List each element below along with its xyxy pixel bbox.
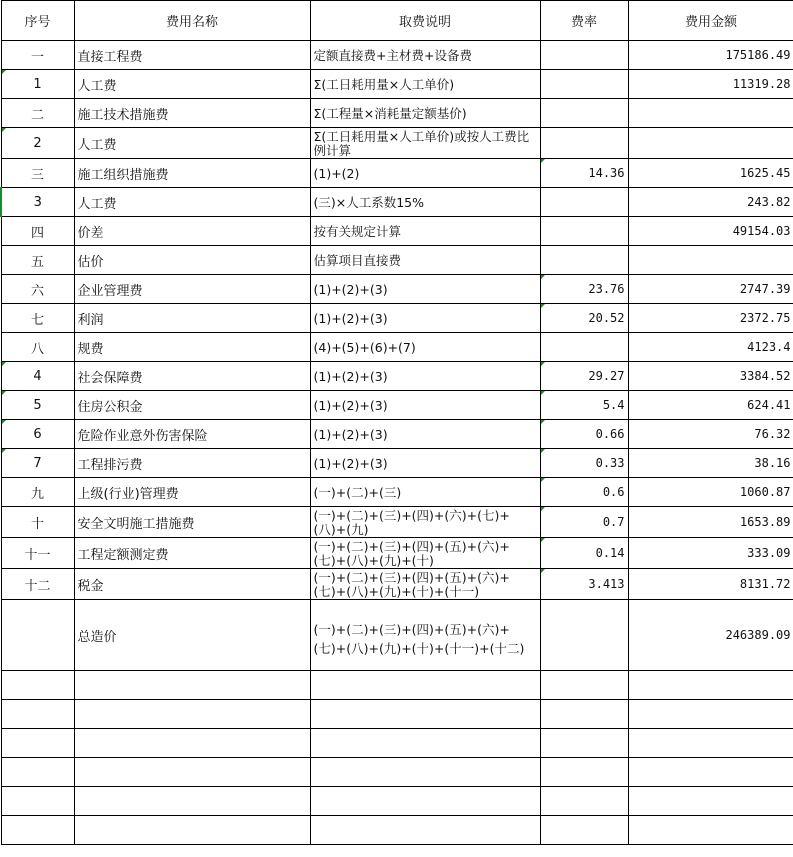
table-row xyxy=(1,128,793,159)
cell-rate[interactable] xyxy=(540,217,628,246)
cell-name[interactable]: 社会保障费 xyxy=(74,362,310,391)
cell-amount[interactable]: 4123.4 xyxy=(628,333,793,362)
cell-no[interactable]: 3 xyxy=(1,188,74,217)
cell-name[interactable]: 施工技术措施费 xyxy=(74,99,310,128)
cell-desc[interactable]: (三)×人工系数15% xyxy=(310,188,540,217)
cell-rate[interactable]: 0.7 xyxy=(540,507,628,538)
cell-desc[interactable]: 按有关规定计算 xyxy=(310,217,540,246)
cell-desc[interactable]: (4)+(5)+(6)+(7) xyxy=(310,333,540,362)
cell-no[interactable] xyxy=(1,600,74,671)
table-row xyxy=(1,159,793,188)
table-row xyxy=(1,41,793,70)
cell-amount[interactable]: 49154.03 xyxy=(628,217,793,246)
table-row xyxy=(1,188,793,217)
cell-name[interactable]: 人工费 xyxy=(74,188,310,217)
cell-no[interactable]: 十一 xyxy=(1,538,74,569)
table-row xyxy=(1,246,793,275)
empty-cell[interactable] xyxy=(1,758,74,787)
cell-amount[interactable]: 1060.87 xyxy=(628,478,793,507)
cell-desc[interactable]: (1)+(2)+(3) xyxy=(310,449,540,478)
cell-rate[interactable] xyxy=(540,99,628,128)
header-amount[interactable]: 费用金额 xyxy=(628,1,793,41)
cell-desc[interactable]: (1)+(2)+(3) xyxy=(310,420,540,449)
cell-desc[interactable]: 定额直接费+主材费+设备费 xyxy=(310,41,540,70)
empty-cell[interactable] xyxy=(540,700,628,729)
cell-rate[interactable]: 29.27 xyxy=(540,362,628,391)
empty-cell[interactable] xyxy=(628,700,793,729)
header-desc[interactable]: 取费说明 xyxy=(310,1,540,41)
empty-row xyxy=(1,758,793,787)
cell-name[interactable]: 危险作业意外伤害保险 xyxy=(74,420,310,449)
cell-name[interactable]: 住房公积金 xyxy=(74,391,310,420)
empty-row xyxy=(1,729,793,758)
empty-cell[interactable] xyxy=(540,729,628,758)
cell-rate[interactable] xyxy=(540,188,628,217)
cell-name[interactable]: 上级(行业)管理费 xyxy=(74,478,310,507)
cell-amount[interactable]: 2372.75 xyxy=(628,304,793,333)
table-row xyxy=(1,99,793,128)
empty-cell[interactable] xyxy=(628,758,793,787)
cell-desc[interactable]: (一)+(二)+(三)+(四)+(五)+(六)+(七)+(八)+(九)+(十) xyxy=(310,538,540,569)
empty-cell[interactable] xyxy=(540,671,628,700)
empty-cell[interactable] xyxy=(310,729,540,758)
table-row xyxy=(1,362,793,391)
cell-amount[interactable]: 3384.52 xyxy=(628,362,793,391)
header-row xyxy=(1,1,793,41)
cell-desc[interactable]: Σ(工日耗用量×人工单价) xyxy=(310,70,540,99)
empty-cell[interactable] xyxy=(74,787,310,816)
empty-cell[interactable] xyxy=(540,787,628,816)
header-no[interactable]: 序号 xyxy=(1,1,74,41)
cell-name[interactable]: 工程定额测定费 xyxy=(74,538,310,569)
cell-rate[interactable]: 20.52 xyxy=(540,304,628,333)
cell-desc[interactable]: Σ(工程量×消耗量定额基价) xyxy=(310,99,540,128)
cell-rate[interactable]: 0.66 xyxy=(540,420,628,449)
cell-amount[interactable]: 8131.72 xyxy=(628,569,793,600)
cell-no[interactable]: 八 xyxy=(1,333,74,362)
cell-amount[interactable]: 38.16 xyxy=(628,449,793,478)
cell-rate[interactable] xyxy=(540,246,628,275)
cell-desc[interactable]: Σ(工日耗用量×人工单价)或按人工费比例计算 xyxy=(310,128,540,159)
cell-no[interactable]: 二 xyxy=(1,99,74,128)
cell-rate[interactable] xyxy=(540,600,628,671)
empty-row xyxy=(1,671,793,700)
total-row xyxy=(1,600,793,671)
empty-cell[interactable] xyxy=(310,816,540,845)
empty-cell[interactable] xyxy=(1,729,74,758)
cell-rate[interactable]: 5.4 xyxy=(540,391,628,420)
cell-name[interactable]: 安全文明施工措施费 xyxy=(74,507,310,538)
cell-amount[interactable]: 624.41 xyxy=(628,391,793,420)
empty-row xyxy=(1,700,793,729)
empty-cell[interactable] xyxy=(74,758,310,787)
cell-amount[interactable] xyxy=(628,128,793,159)
cell-amount[interactable]: 1653.89 xyxy=(628,507,793,538)
empty-cell[interactable] xyxy=(1,700,74,729)
table-row xyxy=(1,478,793,507)
cell-desc[interactable]: (1)+(2)+(3) xyxy=(310,362,540,391)
cell-desc[interactable]: (1)+(2) xyxy=(310,159,540,188)
cell-name[interactable]: 直接工程费 xyxy=(74,41,310,70)
cell-name[interactable]: 施工组织措施费 xyxy=(74,159,310,188)
empty-cell[interactable] xyxy=(540,816,628,845)
table-row xyxy=(1,70,793,99)
cell-name[interactable]: 税金 xyxy=(74,569,310,600)
empty-row xyxy=(1,787,793,816)
cell-amount[interactable]: 1625.45 xyxy=(628,159,793,188)
table-row xyxy=(1,391,793,420)
cell-name[interactable]: 价差 xyxy=(74,217,310,246)
cell-name[interactable]: 总造价 xyxy=(74,600,310,671)
empty-cell[interactable] xyxy=(74,729,310,758)
cell-name[interactable]: 规费 xyxy=(74,333,310,362)
empty-cell[interactable] xyxy=(628,671,793,700)
table-row xyxy=(1,569,793,600)
cell-name[interactable]: 工程排污费 xyxy=(74,449,310,478)
cell-no[interactable]: 6 xyxy=(1,420,74,449)
cell-amount[interactable] xyxy=(628,99,793,128)
table-row xyxy=(1,420,793,449)
cell-no[interactable]: 4 xyxy=(1,362,74,391)
cell-amount[interactable]: 175186.49 xyxy=(628,41,793,70)
table-row xyxy=(1,449,793,478)
cell-rate[interactable] xyxy=(540,128,628,159)
cell-rate[interactable]: 0.6 xyxy=(540,478,628,507)
cell-amount[interactable] xyxy=(628,246,793,275)
cell-amount[interactable]: 76.32 xyxy=(628,420,793,449)
table-row xyxy=(1,217,793,246)
cell-desc[interactable]: (一)+(二)+(三) xyxy=(310,478,540,507)
empty-cell[interactable] xyxy=(310,758,540,787)
table-row xyxy=(1,538,793,569)
empty-cell[interactable] xyxy=(628,816,793,845)
cell-no[interactable]: 七 xyxy=(1,304,74,333)
empty-cell[interactable] xyxy=(310,787,540,816)
cell-name[interactable]: 利润 xyxy=(74,304,310,333)
empty-cell[interactable] xyxy=(1,816,74,845)
empty-row xyxy=(1,816,793,845)
cell-rate[interactable] xyxy=(540,41,628,70)
cell-rate[interactable] xyxy=(540,70,628,99)
empty-cell[interactable] xyxy=(628,729,793,758)
cell-rate[interactable]: 23.76 xyxy=(540,275,628,304)
empty-cell[interactable] xyxy=(628,787,793,816)
cell-amount[interactable]: 333.09 xyxy=(628,538,793,569)
cell-rate[interactable]: 0.14 xyxy=(540,538,628,569)
cell-amount[interactable]: 246389.09 xyxy=(628,600,793,671)
empty-cell[interactable] xyxy=(74,700,310,729)
empty-cell[interactable] xyxy=(540,758,628,787)
table-row xyxy=(1,275,793,304)
table-row xyxy=(1,507,793,538)
cell-no[interactable]: 1 xyxy=(1,70,74,99)
cell-name[interactable]: 企业管理费 xyxy=(74,275,310,304)
cell-rate[interactable]: 0.33 xyxy=(540,449,628,478)
cell-rate[interactable] xyxy=(540,333,628,362)
empty-cell[interactable] xyxy=(310,671,540,700)
cell-amount[interactable]: 2747.39 xyxy=(628,275,793,304)
cell-no[interactable]: 一 xyxy=(1,41,74,70)
table-row xyxy=(1,304,793,333)
cell-no[interactable]: 九 xyxy=(1,478,74,507)
cell-no[interactable]: 十二 xyxy=(1,569,74,600)
cell-no[interactable]: 六 xyxy=(1,275,74,304)
cell-name[interactable]: 人工费 xyxy=(74,128,310,159)
cell-desc[interactable]: 估算项目直接费 xyxy=(310,246,540,275)
empty-cell[interactable] xyxy=(74,816,310,845)
cell-no[interactable]: 五 xyxy=(1,246,74,275)
cell-name[interactable]: 估价 xyxy=(74,246,310,275)
cell-desc[interactable]: (1)+(2)+(3) xyxy=(310,304,540,333)
cell-desc[interactable]: (1)+(2)+(3) xyxy=(310,275,540,304)
cell-name[interactable]: 人工费 xyxy=(74,70,310,99)
cell-no[interactable]: 四 xyxy=(1,217,74,246)
empty-cell[interactable] xyxy=(1,671,74,700)
cell-no[interactable]: 2 xyxy=(1,128,74,159)
header-name[interactable]: 费用名称 xyxy=(74,1,310,41)
cell-desc[interactable]: (一)+(二)+(三)+(四)+(五)+(六)+(七)+(八)+(九)+(十)+(十一) xyxy=(310,569,540,600)
cell-rate[interactable]: 14.36 xyxy=(540,159,628,188)
empty-cell[interactable] xyxy=(1,787,74,816)
empty-cell[interactable] xyxy=(310,700,540,729)
cell-amount[interactable]: 243.82 xyxy=(628,188,793,217)
cell-desc[interactable]: (1)+(2)+(3) xyxy=(310,391,540,420)
cell-no[interactable]: 5 xyxy=(1,391,74,420)
cell-desc[interactable]: (一)+(二)+(三)+(四)+(五)+(六)+(七)+(八)+(九)+(十)+(十一)+(十二) xyxy=(310,600,540,671)
empty-cell[interactable] xyxy=(74,671,310,700)
cell-desc[interactable]: (一)+(二)+(三)+(四)+(六)+(七)+(八)+(九) xyxy=(310,507,540,538)
header-rate[interactable]: 费率 xyxy=(540,1,628,41)
cell-rate[interactable]: 3.413 xyxy=(540,569,628,600)
cell-amount[interactable]: 11319.28 xyxy=(628,70,793,99)
cell-no[interactable]: 三 xyxy=(1,159,74,188)
table-row xyxy=(1,333,793,362)
cell-no[interactable]: 7 xyxy=(1,449,74,478)
cell-no[interactable]: 十 xyxy=(1,507,74,538)
